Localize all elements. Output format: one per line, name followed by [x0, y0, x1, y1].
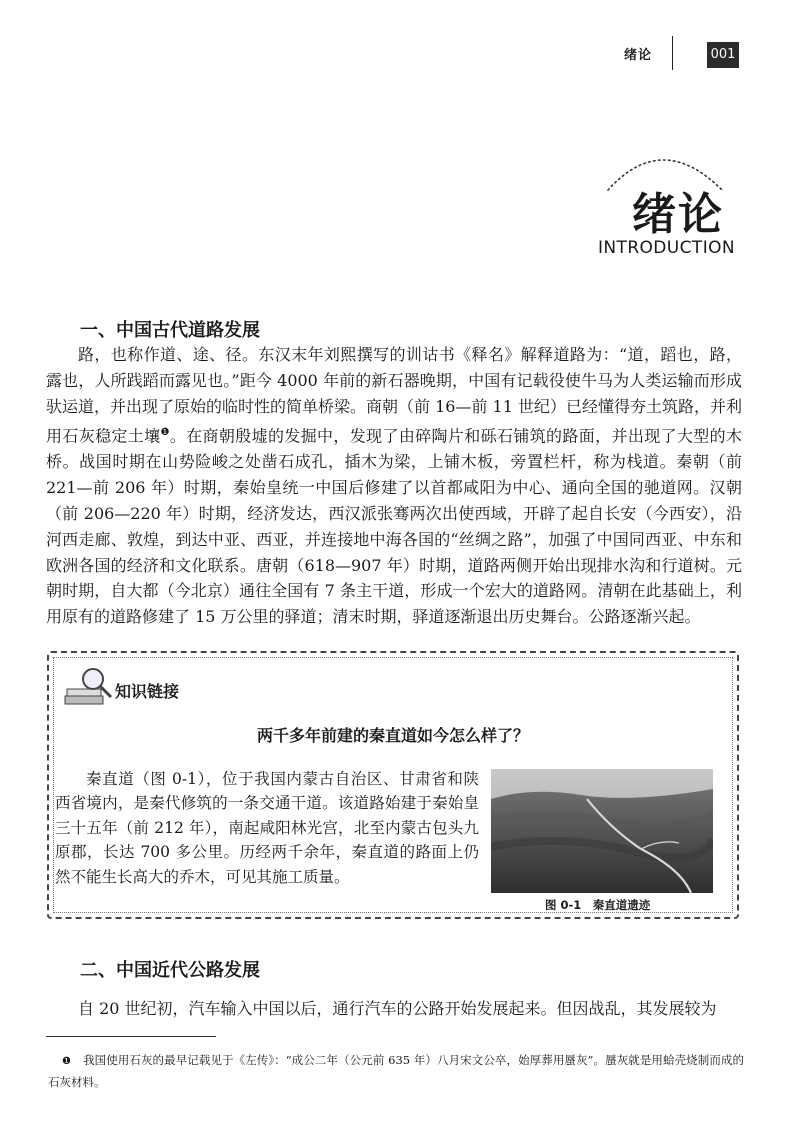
qin-straight-road-photo: [491, 769, 713, 893]
footnote: [48, 1050, 744, 1093]
paragraph-text-part1: 路，也称作道、途、径。东汉末年刘熙撰写的训诂书《释名》解释道路为：“道，蹈也，路，露也，人所践蹈而露见也。”距今 4000 年前的新石器晚期，中国有记载役使牛马为人类运输而形成驮运道，并出现了原始的临时性的简单桥梁。商朝（前 16—前 11 世纪）已经懂得夯土筑路，并利用石灰稳定土壤: [46, 345, 742, 446]
footnote-separator: [46, 1036, 216, 1037]
footnote-marker: ❶: [62, 1056, 72, 1067]
figure-caption: 图 0-1 秦直道遗迹: [545, 898, 651, 912]
footnote-text: 我国使用石灰的最早记载见于《左传》：“成公二年（公元前 635 年）八月宋文公卒，始厚葬用蜃灰”。蜃灰就是用蛤壳烧制而成的石灰材料。: [48, 1053, 745, 1089]
knowledge-box-title: 两千多年前建的秦直道如今怎么样了？: [256, 726, 529, 745]
page-number: 001: [707, 42, 739, 68]
section-paragraph-modern-highways: 自 20 世纪初，汽车输入中国以后，通行汽车的公路开始发展起来。但因战乱，其发展较为: [78, 999, 717, 1018]
chapter-subtitle: INTRODUCTION: [598, 238, 736, 258]
chapter-title: 绪论: [632, 189, 724, 240]
knowledge-link-box: [47, 651, 739, 919]
section-paragraph-ancient-roads: [46, 342, 742, 630]
footnote-reference[interactable]: ❶: [160, 426, 170, 438]
books-magnifier-icon: [63, 663, 115, 707]
running-header-title: 绪论: [624, 48, 653, 63]
paragraph-text-part2: 。在商朝殷墟的发掘中，发现了由碎陶片和砾石铺筑的路面，并出现了大型的木桥。战国时期在山势险峻之处凿石成孔，插木为梁，上铺木板，旁置栏杆，称为栈道。秦朝（前 221—前 206 年）时期，秦始皇统一中国后修建了以首都咸阳为中心、通向全国的驰道网。汉朝（前 206—220 年）时期，经济发达，西汉派张骞两次出使西域，开辟了起自长安（今西安），沿河西走廊、敦煌，到达中亚、西亚，并连接地中海各国的“丝绸之路”，加强了中国同西亚、中东和欧洲各国的经济和文化联系。唐朝（618—907 年）时期，道路两侧开始出现排水沟和行道树。元朝时期，自大都（今北京）通往全国有 7 条主干道，形成一个宏大的道路网。清朝在此基础上，利用原有的道路修建了 15 万公里的驿道；清末时期，驿道逐渐退出历史舞台。公路逐渐兴起。: [46, 426, 742, 627]
section-heading-ancient-roads: 一、中国古代道路发展: [80, 320, 260, 341]
knowledge-link-label: 知识链接: [115, 682, 180, 701]
knowledge-box-text: 秦直道（图 0-1），位于我国内蒙古自治区、甘肃省和陕西省境内，是秦代修筑的一条交通干道。该道路始建于秦始皇三十五年（前 212 年），南起咸阳林光宫，北至内蒙古包头九原郡，长达 700 多公里。历经两千余年，秦直道的路面上仍然不能生长高大的乔木，可见其施工质量。: [55, 770, 479, 886]
section-heading-modern-highways: 二、中国近代公路发展: [80, 960, 260, 981]
header-divider: [672, 36, 673, 70]
